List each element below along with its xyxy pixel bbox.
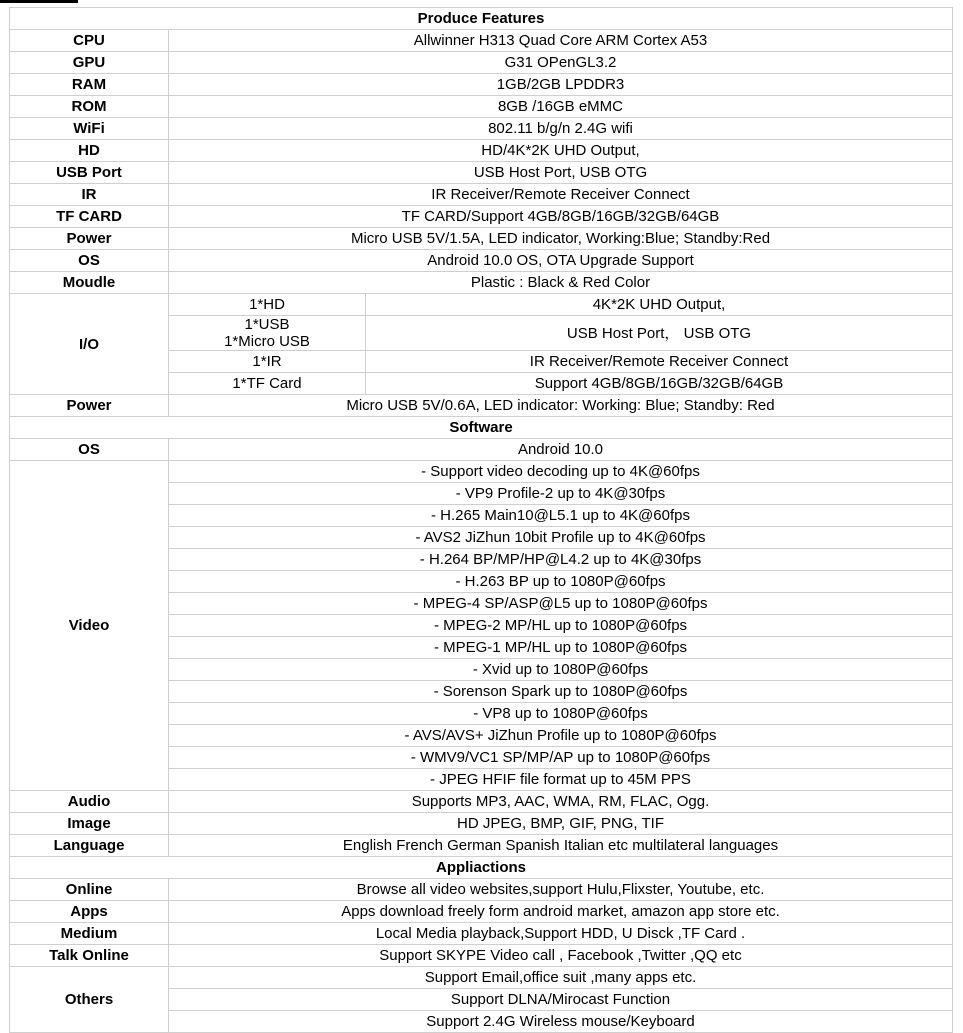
row-label: GPU: [10, 52, 169, 74]
video-item: - VP8 up to 1080P@60fps: [169, 703, 953, 725]
table-row: [10, 791, 953, 813]
row-label: Power: [10, 395, 169, 417]
spec-table-body: [10, 8, 953, 1033]
others-item: Support Email,office suit ,many apps etc.: [169, 967, 953, 989]
row-label: Language: [10, 835, 169, 857]
row-value: G31 OPenGL3.2: [169, 52, 953, 74]
table-row: [10, 184, 953, 206]
table-row: [10, 813, 953, 835]
io-desc: 4K*2K UHD Output,: [366, 294, 953, 316]
row-value: Micro USB 5V/0.6A, LED indicator: Working: Blue; Standby: Red: [169, 395, 953, 417]
row-label: OS: [10, 439, 169, 461]
table-row: [10, 96, 953, 118]
table-row: [10, 395, 953, 417]
row-value: Allwinner H313 Quad Core ARM Cortex A53: [169, 30, 953, 52]
row-value: Android 10.0 OS, OTA Upgrade Support: [169, 250, 953, 272]
video-item: - MPEG-1 MP/HL up to 1080P@60fps: [169, 637, 953, 659]
video-item: - H.263 BP up to 1080P@60fps: [169, 571, 953, 593]
row-label: Image: [10, 813, 169, 835]
video-item: - JPEG HFIF file format up to 45M PPS: [169, 769, 953, 791]
table-row: [10, 74, 953, 96]
io-port-line: 1*Micro USB: [224, 333, 310, 350]
row-label: Apps: [10, 901, 169, 923]
section-title-hardware: Produce Features: [10, 8, 953, 30]
table-row: [10, 206, 953, 228]
table-row: [10, 901, 953, 923]
row-value: Support SKYPE Video call , Facebook ,Twitter ,QQ etc: [169, 945, 953, 967]
row-value: HD/4K*2K UHD Output,: [169, 140, 953, 162]
row-value: 8GB /16GB eMMC: [169, 96, 953, 118]
table-row: [10, 118, 953, 140]
video-item: - WMV9/VC1 SP/MP/AP up to 1080P@60fps: [169, 747, 953, 769]
io-port: 1*HD: [169, 294, 366, 316]
video-row: [10, 461, 953, 483]
row-value: Browse all video websites,support Hulu,Flixster, Youtube, etc.: [169, 879, 953, 901]
io-desc: USB Host Port， USB OTG: [366, 316, 953, 351]
section-title-software: Software: [10, 417, 953, 439]
table-row: [10, 30, 953, 52]
table-row: [10, 140, 953, 162]
row-label: HD: [10, 140, 169, 162]
table-row: [10, 162, 953, 184]
spec-table: [9, 7, 953, 1033]
io-port-line: 1*USB: [244, 316, 290, 333]
io-port: 1*IR: [169, 351, 366, 373]
io-desc: Support 4GB/8GB/16GB/32GB/64GB: [366, 373, 953, 395]
others-item: Support 2.4G Wireless mouse/Keyboard: [169, 1011, 953, 1033]
video-item: - H.265 Main10@L5.1 up to 4K@60fps: [169, 505, 953, 527]
row-label: TF CARD: [10, 206, 169, 228]
row-label: Medium: [10, 923, 169, 945]
table-row: [10, 923, 953, 945]
table-row: [10, 945, 953, 967]
io-port: 1*TF Card: [169, 373, 366, 395]
row-value: Supports MP3, AAC, WMA, RM, FLAC, Ogg.: [169, 791, 953, 813]
table-row: [10, 228, 953, 250]
table-row: [10, 835, 953, 857]
row-label: WiFi: [10, 118, 169, 140]
row-value: English French German Spanish Italian etc multilateral languages: [169, 835, 953, 857]
video-item: - Xvid up to 1080P@60fps: [169, 659, 953, 681]
video-item: - AVS/AVS+ JiZhun Profile up to 1080P@60fps: [169, 725, 953, 747]
section-header-row: [10, 8, 953, 30]
row-label: ROM: [10, 96, 169, 118]
io-row: [10, 294, 953, 316]
row-value: USB Host Port, USB OTG: [169, 162, 953, 184]
section-header-row: [10, 417, 953, 439]
row-label: Moudle: [10, 272, 169, 294]
section-header-row: [10, 857, 953, 879]
io-label: I/O: [10, 294, 169, 395]
row-label: RAM: [10, 74, 169, 96]
section-title-applications: Appliactions: [10, 857, 953, 879]
row-label: CPU: [10, 30, 169, 52]
row-label: Talk Online: [10, 945, 169, 967]
table-row: [10, 250, 953, 272]
row-value: TF CARD/Support 4GB/8GB/16GB/32GB/64GB: [169, 206, 953, 228]
video-item: - Support video decoding up to 4K@60fps: [169, 461, 953, 483]
video-item: - VP9 Profile-2 up to 4K@30fps: [169, 483, 953, 505]
row-value: Apps download freely form android market, amazon app store etc.: [169, 901, 953, 923]
table-row: [10, 272, 953, 294]
row-value: Local Media playback,Support HDD, U Disck ,TF Card .: [169, 923, 953, 945]
row-value: IR Receiver/Remote Receiver Connect: [169, 184, 953, 206]
row-value: 802.11 b/g/n 2.4G wifi: [169, 118, 953, 140]
top-edge-bar: [0, 0, 78, 3]
video-item: - MPEG-4 SP/ASP@L5 up to 1080P@60fps: [169, 593, 953, 615]
table-row: [10, 439, 953, 461]
row-label: USB Port: [10, 162, 169, 184]
video-item: - MPEG-2 MP/HL up to 1080P@60fps: [169, 615, 953, 637]
others-item: Support DLNA/Mirocast Function: [169, 989, 953, 1011]
video-item: - AVS2 JiZhun 10bit Profile up to 4K@60fps: [169, 527, 953, 549]
row-label: Online: [10, 879, 169, 901]
video-label: Video: [10, 461, 169, 791]
row-label: IR: [10, 184, 169, 206]
row-label: Audio: [10, 791, 169, 813]
row-value: Micro USB 5V/1.5A, LED indicator, Working:Blue; Standby:Red: [169, 228, 953, 250]
row-label: OS: [10, 250, 169, 272]
io-desc: IR Receiver/Remote Receiver Connect: [366, 351, 953, 373]
row-value: 1GB/2GB LPDDR3: [169, 74, 953, 96]
row-value: Plastic : Black & Red Color: [169, 272, 953, 294]
io-port: [169, 316, 366, 351]
row-label: Power: [10, 228, 169, 250]
others-row: [10, 967, 953, 989]
video-item: - H.264 BP/MP/HP@L4.2 up to 4K@30fps: [169, 549, 953, 571]
table-row: [10, 52, 953, 74]
table-row: [10, 879, 953, 901]
others-label: Others: [10, 967, 169, 1033]
row-value: HD JPEG, BMP, GIF, PNG, TIF: [169, 813, 953, 835]
row-value: Android 10.0: [169, 439, 953, 461]
video-item: - Sorenson Spark up to 1080P@60fps: [169, 681, 953, 703]
